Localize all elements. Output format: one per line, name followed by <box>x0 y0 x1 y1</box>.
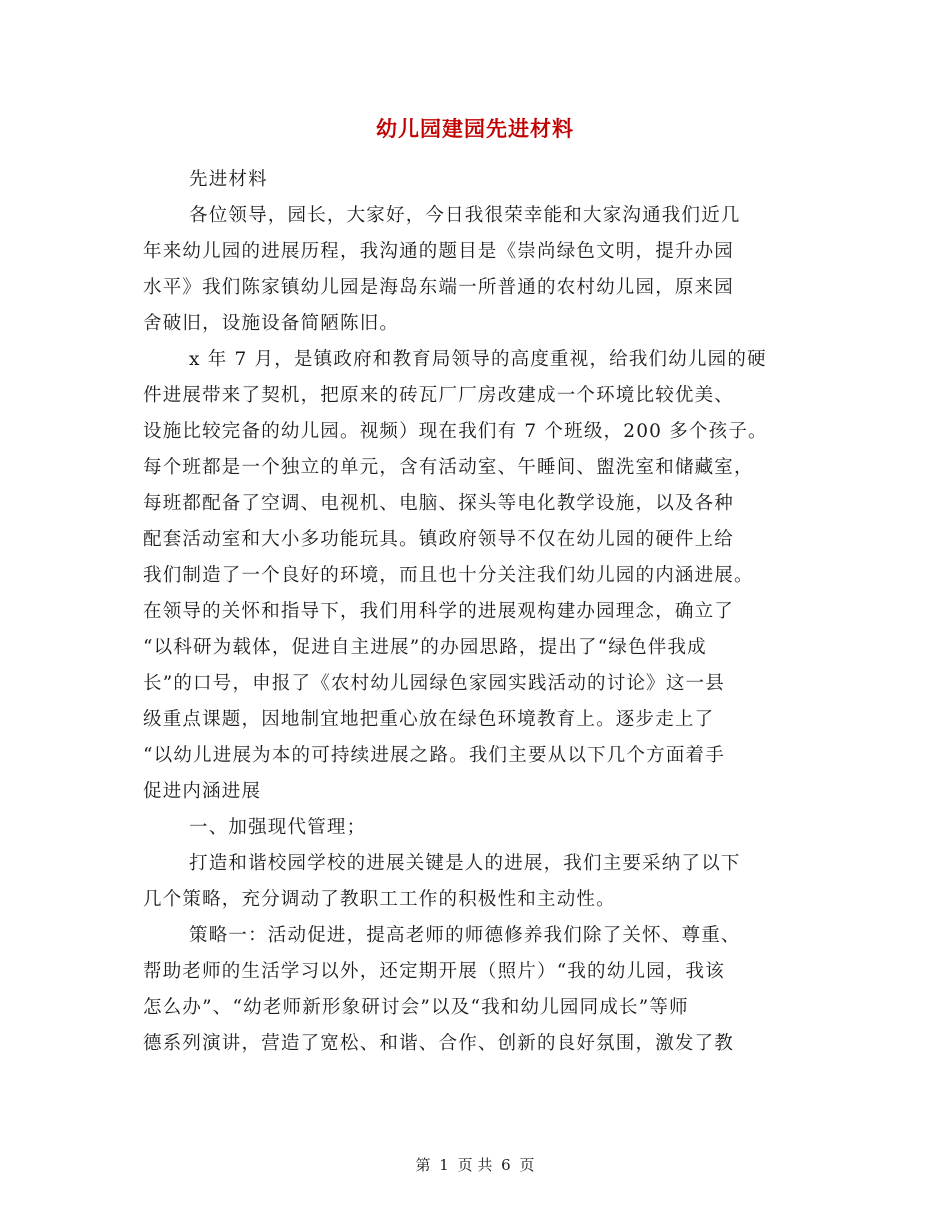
body-line: 级重点课题，因地制宜地把重心放在绿色环境教育上。逐步走上了 <box>143 709 715 730</box>
body-line: 每个班都是一个独立的单元，含有活动室、午睡间、盥洗室和储藏室， <box>143 457 754 478</box>
body-line: 怎么办”、“幼老师新形象研讨会”以及“我和幼儿园同成长”等师 <box>143 997 689 1018</box>
footer-prefix: 第 <box>415 1156 431 1174</box>
body-line: 水平》我们陈家镇幼儿园是海岛东端一所普通的农村幼儿园，原来园 <box>143 277 735 298</box>
body-line: 一、加强现代管理； <box>189 817 367 838</box>
body-line: 各位领导，园长，大家好，今日我很荣幸能和大家沟通我们近几 <box>189 205 741 226</box>
body-line: 策略一：活动促进，提高老师的师德修养我们除了关怀、尊重、 <box>189 925 741 946</box>
body-line: 几个策略，充分调动了教职工工作的积极性和主动性。 <box>143 889 616 910</box>
body-line: 设施比较完备的幼儿园。视频）现在我们有 7 个班级，200 多个孩子。 <box>143 421 768 442</box>
document-body <box>143 162 808 1062</box>
body-line: x 年 7 月，是镇政府和教育局领导的高度重视，给我们幼儿园的硬 <box>189 349 767 370</box>
body-line: 年来幼儿园的进展历程，我沟通的题目是《崇尚绿色文明，提升办园 <box>143 241 735 262</box>
body-line: 长”的口号，申报了《农村幼儿园绿色家园实践活动的讨论》这一县 <box>143 673 725 694</box>
body-line: 在领导的关怀和指导下，我们用科学的进展观构建办园理念，确立了 <box>143 601 735 622</box>
body-line: “以科研为载体，促进自主进展”的办园思路，提出了“绿色伴我成 <box>143 637 707 658</box>
body-line: 件进展带来了契机，把原来的砖瓦厂厂房改建成一个环境比较优美、 <box>143 385 735 406</box>
body-line: 舍破旧，设施设备简陋陈旧。 <box>143 313 400 334</box>
footer-middle: 页 共 <box>457 1156 493 1174</box>
body-line: 打造和谐校园学校的进展关键是人的进展，我们主要采纳了以下 <box>189 853 741 874</box>
current-page-number: 1 <box>439 1156 449 1174</box>
body-line: 每班都配备了空调、电视机、电脑、探头等电化教学设施，以及各种 <box>143 493 735 514</box>
document-title: 幼儿园建园先进材料 <box>376 116 574 141</box>
total-pages-number: 6 <box>501 1156 511 1174</box>
body-line: 促进内涵进展 <box>143 781 262 802</box>
body-line: 先进材料 <box>189 169 268 190</box>
body-line: 德系列演讲，营造了宽松、和谐、合作、创新的良好氛围，激发了教 <box>143 1033 735 1054</box>
page-footer <box>0 1154 950 1176</box>
body-line: 我们制造了一个良好的环境，而且也十分关注我们幼儿园的内涵进展。 <box>143 565 754 586</box>
body-line: “以幼儿进展为本的可持续进展之路。我们主要从以下几个方面着手 <box>143 745 725 766</box>
body-line: 帮助老师的生活学习以外，还定期开展（照片）“我的幼儿园，我该 <box>143 961 725 982</box>
footer-suffix: 页 <box>519 1156 535 1174</box>
body-line: 配套活动室和大小多功能玩具。镇政府领导不仅在幼儿园的硬件上给 <box>143 529 735 550</box>
